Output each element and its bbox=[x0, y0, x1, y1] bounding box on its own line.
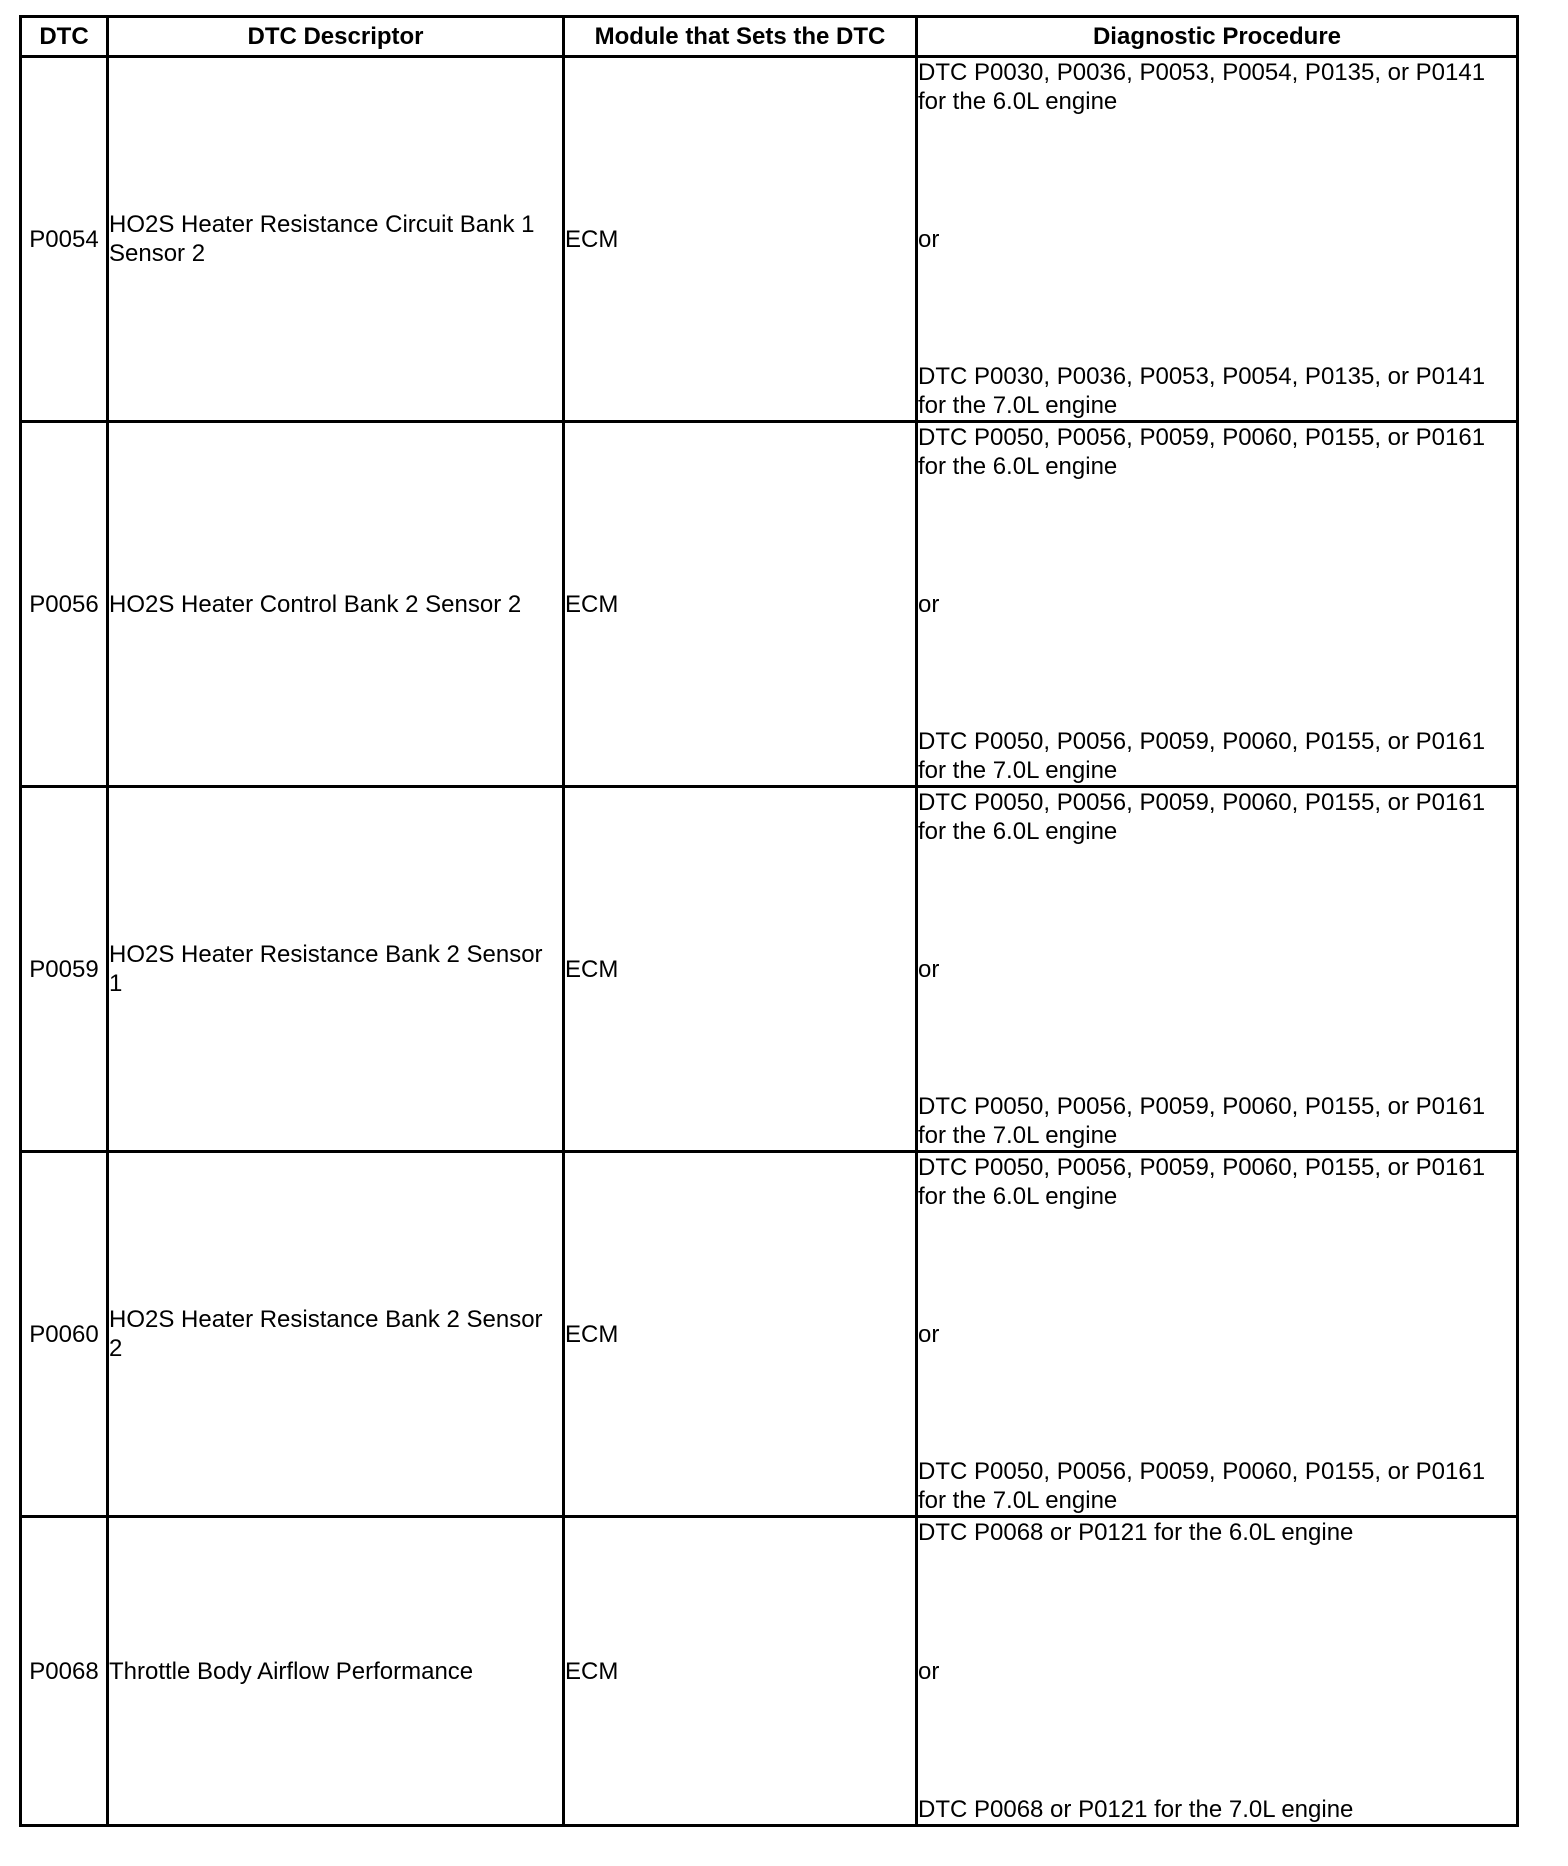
procedure-6-0l-link[interactable]: DTC P0050, P0056, P0059, P0060, P0155, or P0161 for the 6.0L engine bbox=[918, 1154, 1486, 1210]
procedure-or: or bbox=[918, 225, 940, 253]
dtc-module: ECM bbox=[564, 422, 917, 787]
procedure-7-0l-link[interactable]: DTC P0030, P0036, P0053, P0054, P0135, or P0141 for the 7.0L engine bbox=[918, 363, 1486, 419]
dtc-module: ECM bbox=[564, 1517, 917, 1826]
header-procedure: Diagnostic Procedure bbox=[917, 17, 1518, 57]
diagnostic-procedure bbox=[917, 1517, 1518, 1826]
table-row bbox=[21, 1152, 1518, 1517]
table-row bbox=[21, 787, 1518, 1152]
dtc-module: ECM bbox=[564, 1152, 917, 1517]
procedure-or: or bbox=[918, 955, 940, 983]
dtc-module: ECM bbox=[564, 787, 917, 1152]
dtc-module: ECM bbox=[564, 57, 917, 422]
dtc-descriptor: Throttle Body Airflow Performance bbox=[108, 1517, 564, 1826]
procedure-7-0l-link[interactable]: DTC P0050, P0056, P0059, P0060, P0155, or P0161 for the 7.0L engine bbox=[918, 728, 1486, 784]
table-row bbox=[21, 1517, 1518, 1826]
dtc-descriptor: HO2S Heater Resistance Bank 2 Sensor 1 bbox=[108, 787, 564, 1152]
dtc-descriptor: HO2S Heater Control Bank 2 Sensor 2 bbox=[108, 422, 564, 787]
procedure-6-0l-link[interactable]: DTC P0068 or P0121 for the 6.0L engine bbox=[918, 1519, 1354, 1546]
dtc-code: P0068 bbox=[21, 1517, 108, 1826]
procedure-7-0l-link[interactable]: DTC P0050, P0056, P0059, P0060, P0155, or P0161 for the 7.0L engine bbox=[918, 1093, 1486, 1149]
dtc-code: P0060 bbox=[21, 1152, 108, 1517]
procedure-7-0l-link[interactable]: DTC P0050, P0056, P0059, P0060, P0155, or P0161 for the 7.0L engine bbox=[918, 1458, 1486, 1514]
table-row bbox=[21, 422, 1518, 787]
procedure-or: or bbox=[918, 1657, 940, 1685]
dtc-table bbox=[19, 15, 1519, 1827]
header-row bbox=[21, 17, 1518, 57]
header-module: Module that Sets the DTC bbox=[564, 17, 917, 57]
table-row bbox=[21, 57, 1518, 422]
procedure-or: or bbox=[918, 1320, 940, 1348]
dtc-descriptor: HO2S Heater Resistance Bank 2 Sensor 2 bbox=[108, 1152, 564, 1517]
dtc-code: P0054 bbox=[21, 57, 108, 422]
diagnostic-procedure bbox=[917, 1152, 1518, 1517]
header-dtc: DTC bbox=[21, 17, 108, 57]
procedure-or: or bbox=[918, 590, 940, 618]
procedure-6-0l-link[interactable]: DTC P0050, P0056, P0059, P0060, P0155, or P0161 for the 6.0L engine bbox=[918, 424, 1486, 480]
procedure-6-0l-link[interactable]: DTC P0030, P0036, P0053, P0054, P0135, or P0141 for the 6.0L engine bbox=[918, 59, 1486, 115]
dtc-code: P0059 bbox=[21, 787, 108, 1152]
procedure-6-0l-link[interactable]: DTC P0050, P0056, P0059, P0060, P0155, or P0161 for the 6.0L engine bbox=[918, 789, 1486, 845]
dtc-code: P0056 bbox=[21, 422, 108, 787]
header-descriptor: DTC Descriptor bbox=[108, 17, 564, 57]
procedure-7-0l-link[interactable]: DTC P0068 or P0121 for the 7.0L engine bbox=[918, 1796, 1354, 1823]
dtc-descriptor: HO2S Heater Resistance Circuit Bank 1 Sensor 2 bbox=[108, 57, 564, 422]
diagnostic-procedure bbox=[917, 422, 1518, 787]
diagnostic-procedure bbox=[917, 57, 1518, 422]
diagnostic-procedure bbox=[917, 787, 1518, 1152]
